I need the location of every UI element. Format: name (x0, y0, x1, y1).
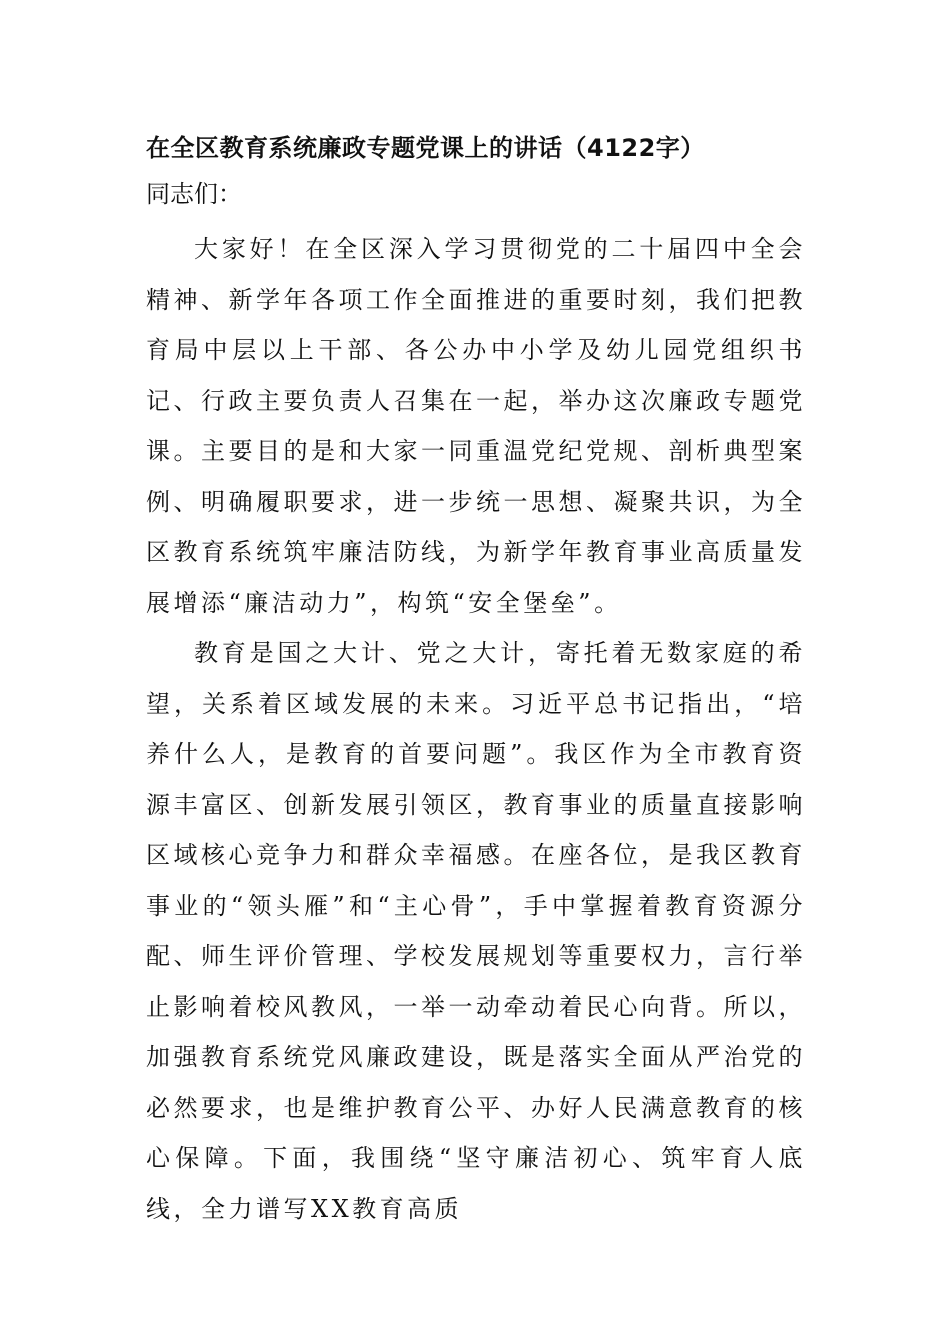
paragraph-2: 教育是国之大计、党之大计，寄托着无数家庭的希望，关系着区域发展的未来。习近平总书记指出，“培养什么人，是教育的首要问题”。我区作为全市教育资源丰富区、创新发展引领区，教育事业的质量直接影响区域核心竞争力和群众幸福感。在座各位，是我区教育事业的“领头雁”和“主心骨”，手中掌握着教育资源分配、师生评价管理、学校发展规划等重要权力，言行举止影响着校风教风，一举一动牵动着民心向背。所以，加强教育系统党风廉政建设，既是落实全面从严治党的必然要求，也是维护教育公平、办好人民满意教育的核心保障。下面，我围绕“坚守廉洁初心、筑牢育人底线，全力谱写XX教育高质 (146, 639, 806, 1223)
salutation: 同志们： (146, 180, 242, 208)
document-title: 在全区教育系统廉政专题党课上的讲话（4122字） (146, 134, 705, 162)
document-body (146, 128, 806, 1234)
paragraph-1: 大家好！在全区深入学习贯彻党的二十届四中全会精神、新学年各项工作全面推进的重要时刻，我们把教育局中层以上干部、各公办中小学及幼儿园党组织书记、行政主要负责人召集在一起，举办这次廉政专题党课。主要目的是和大家一同重温党纪党规、剖析典型案例、明确履职要求，进一步统一思想、凝聚共识，为全区教育系统筑牢廉洁防线，为新学年教育事业高质量发展增添“廉洁动力”，构筑“安全堡垒”。 (146, 235, 806, 617)
